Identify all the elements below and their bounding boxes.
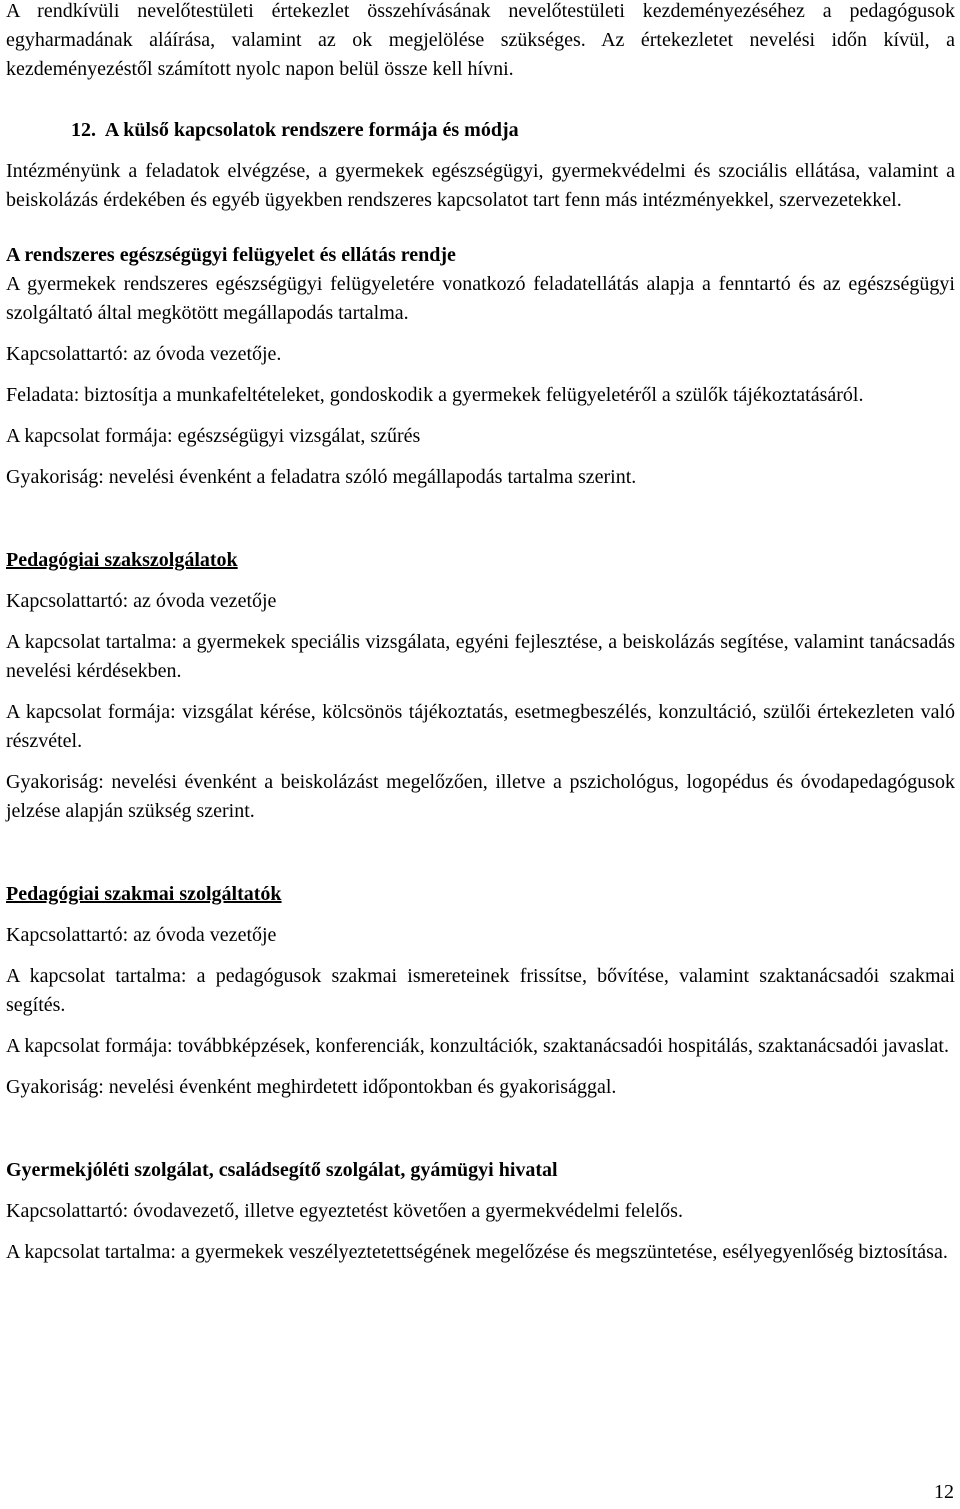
health-heading: A rendszeres egészségügyi felügyelet és ellátás rendje <box>6 244 456 266</box>
section-heading <box>6 116 955 145</box>
child-welfare-contact: Kapcsolattartó: óvodavezető, illetve egyeztetést követően a gyermekvédelmi felelős. <box>6 1200 683 1222</box>
health-frequency: Gyakoriság: nevelési évenként a feladatra szóló megállapodás tartalma szerint. <box>6 466 637 488</box>
ped-services-frequency: Gyakoriság: nevelési évenként a beiskolázást megelőzően, illetve a pszichológus, logopédus és óvodapedagógusok jelzése alapján szükség szerint. <box>6 771 955 822</box>
health-form: A kapcsolat formája: egészségügyi vizsgálat, szűrés <box>6 425 421 447</box>
ped-services-contact: Kapcsolattartó: az óvoda vezetője <box>6 590 277 612</box>
child-welfare-content: A kapcsolat tartalma: a gyermekek veszélyeztetettségének megelőzése és megszüntetése, esélyegyenlőség biztosítása. <box>6 1241 948 1263</box>
page-number: 12 <box>934 1481 954 1503</box>
ped-services-content: A kapcsolat tartalma: a gyermekek speciális vizsgálata, egyéni fejlesztése, a beiskolázás segítése, valamint tanácsadás nevelési kérdésekben. <box>6 631 955 682</box>
ped-providers-form: A kapcsolat formája: továbbképzések, konferenciák, konzultációk, szaktanácsadói hospitálás, szaktanácsadói javaslat. <box>6 1035 949 1057</box>
ped-services-form: A kapcsolat formája: vizsgálat kérése, kölcsönös tájékoztatás, esetmegbeszélés, konzultáció, szülői értekezleten való részvétel. <box>6 701 955 752</box>
health-task: Feladata: biztosítja a munkafeltételeket, gondoskodik a gyermekek felügyeletéről a szülők tájékoztatásáról. <box>6 384 864 406</box>
ped-services-heading: Pedagógiai szakszolgálatok <box>6 549 238 571</box>
child-welfare-heading: Gyermekjóléti szolgálat, családsegítő szolgálat, gyámügyi hivatal <box>6 1159 558 1181</box>
section-title: A külső kapcsolatok rendszere formája és módja <box>104 119 519 141</box>
health-text: A gyermekek rendszeres egészségügyi felügyeletére vonatkozó feladatellátás alapja a fenntartó és az egészségügyi szolgáltató által megkötött megállapodás tartalma. <box>6 273 955 324</box>
section-intro-text: Intézményünk a feladatok elvégzése, a gyermekek egészségügyi, gyermekvédelmi és szociális ellátása, valamint a beiskolázás érdekében és egyéb ügyekben rendszeres kapcsolatot tart fenn más intézményekkel, szervezetekkel. <box>6 160 955 211</box>
ped-providers-frequency: Gyakoriság: nevelési évenként meghirdetett időpontokban és gyakorisággal. <box>6 1076 617 1098</box>
ped-providers-content: A kapcsolat tartalma: a pedagógusok szakmai ismereteinek frissítse, bővítése, valamint szaktanácsadói szakmai segítés. <box>6 965 955 1016</box>
intro-paragraph: A rendkívüli nevelőtestületi értekezlet összehívásának nevelőtestületi kezdeményezéséhez a pedagógusok egyharmadának aláírása, valamint az ok megjelölése szükséges. Az értekezletet nevelési időn kívül, a kezdeményezéstől számított nyolc napon belül össze kell hívni. <box>6 0 955 80</box>
document-page <box>6 0 955 1267</box>
ped-providers-heading: Pedagógiai szakmai szolgáltatók <box>6 883 282 905</box>
section-number: 12. <box>71 119 96 141</box>
ped-providers-contact: Kapcsolattartó: az óvoda vezetője <box>6 924 277 946</box>
health-contact: Kapcsolattartó: az óvoda vezetője. <box>6 343 282 365</box>
